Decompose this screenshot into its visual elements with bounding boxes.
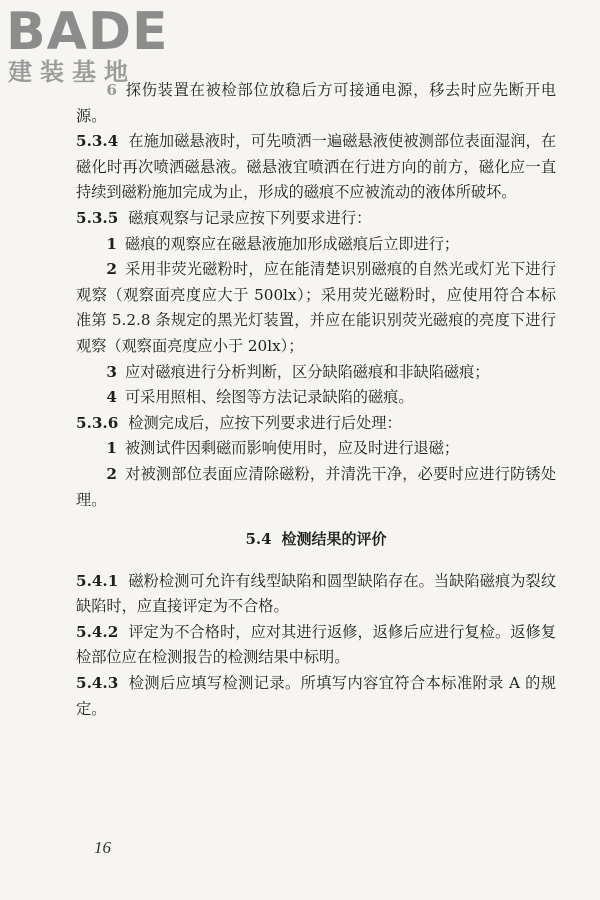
- item-text: 对被测部位表面应清除磁粉，并清洗干净，必要时应进行防锈处理。: [76, 464, 556, 509]
- list-item: [76, 257, 556, 359]
- clause-text: 检测完成后，应按下列要求进行后处理：: [128, 413, 402, 432]
- page-number: 16: [94, 838, 111, 857]
- clause-text: 评定为不合格时，应对其进行返修，返修后应进行复检。返修复检部位应在检测报告的检测结果中标明。: [76, 622, 556, 667]
- clause-number: 5.3.4: [76, 132, 119, 151]
- item-number: 4: [106, 388, 117, 407]
- section-title: [76, 527, 556, 553]
- list-item: [76, 385, 556, 411]
- clause-number: 5.4.3: [76, 674, 119, 693]
- logo-subtitle: 建装基地: [8, 58, 136, 86]
- watermark-logo: [6, 4, 174, 88]
- clause-number: 5.3.6: [76, 413, 119, 432]
- clause-text: 磁痕观察与记录应按下列要求进行：: [128, 208, 372, 227]
- clause: [76, 620, 556, 671]
- clause-text: 检测后应填写检测记录。所填写内容宜符合本标准附录 A 的规定。: [76, 674, 556, 718]
- item-text: 磁痕的观察应在磁悬液施加形成磁痕后立即进行；: [124, 234, 460, 253]
- clause-text: 磁粉检测可允许有线型缺陷和圆型缺陷存在。当缺陷磁痕为裂纹缺陷时，应直接评定为不合格。: [76, 571, 556, 616]
- list-item: [76, 436, 556, 462]
- item-number: 2: [106, 260, 117, 279]
- clause-number: 5.4.1: [76, 571, 119, 590]
- section-title-text: 检测结果的评价: [281, 530, 387, 549]
- clause: [76, 129, 556, 206]
- section-number: 5.4: [245, 530, 272, 549]
- item-text: 应对磁痕进行分析判断，区分缺陷磁痕和非缺陷磁痕；: [124, 362, 490, 381]
- clause: [76, 671, 556, 722]
- item-text: 被测试件因剩磁而影响使用时，应及时进行退磁；: [124, 439, 460, 458]
- logo-word: BADE: [6, 2, 169, 62]
- clause: [76, 569, 556, 620]
- clause-number: 5.4.2: [76, 622, 119, 641]
- clause-text: 在施加磁悬液时，可先喷洒一遍磁悬液使被测部位表面湿润，在磁化时再次喷洒磁悬液。磁悬液宜喷洒在行进方向的前方，磁化应一直持续到磁粉施加完成为止，形成的磁痕不应被流动的液体所破坏。: [76, 132, 556, 202]
- item-number: 3: [106, 362, 117, 381]
- item-text: 采用非荧光磁粉时，应在能清楚识别磁痕的自然光或灯光下进行观察（观察面亮度应大于 500lx）；采用荧光磁粉时，应使用符合本标准第 5.2.8 条规定的黑光灯装置，并应在能识别荧光磁痕的亮度下进行观察（观察面亮度应小于 20lx）；: [76, 260, 556, 355]
- clause: [76, 411, 556, 437]
- clause-number: 5.3.5: [76, 208, 119, 227]
- document-body: [76, 78, 556, 722]
- list-item: [76, 360, 556, 386]
- item-number: 2: [106, 464, 117, 483]
- list-item: [76, 462, 556, 513]
- item-text: 探伤装置在被检部位放稳后方可接通电源，移去时应先断开电源。: [76, 81, 556, 125]
- item-number: 1: [106, 234, 117, 253]
- item-number: 6: [106, 81, 117, 99]
- clause: [76, 206, 556, 232]
- item-text: 可采用照相、绘图等方法记录缺陷的磁痕。: [124, 388, 414, 407]
- list-item: [76, 232, 556, 258]
- list-item: [76, 78, 556, 129]
- item-number: 1: [106, 439, 117, 458]
